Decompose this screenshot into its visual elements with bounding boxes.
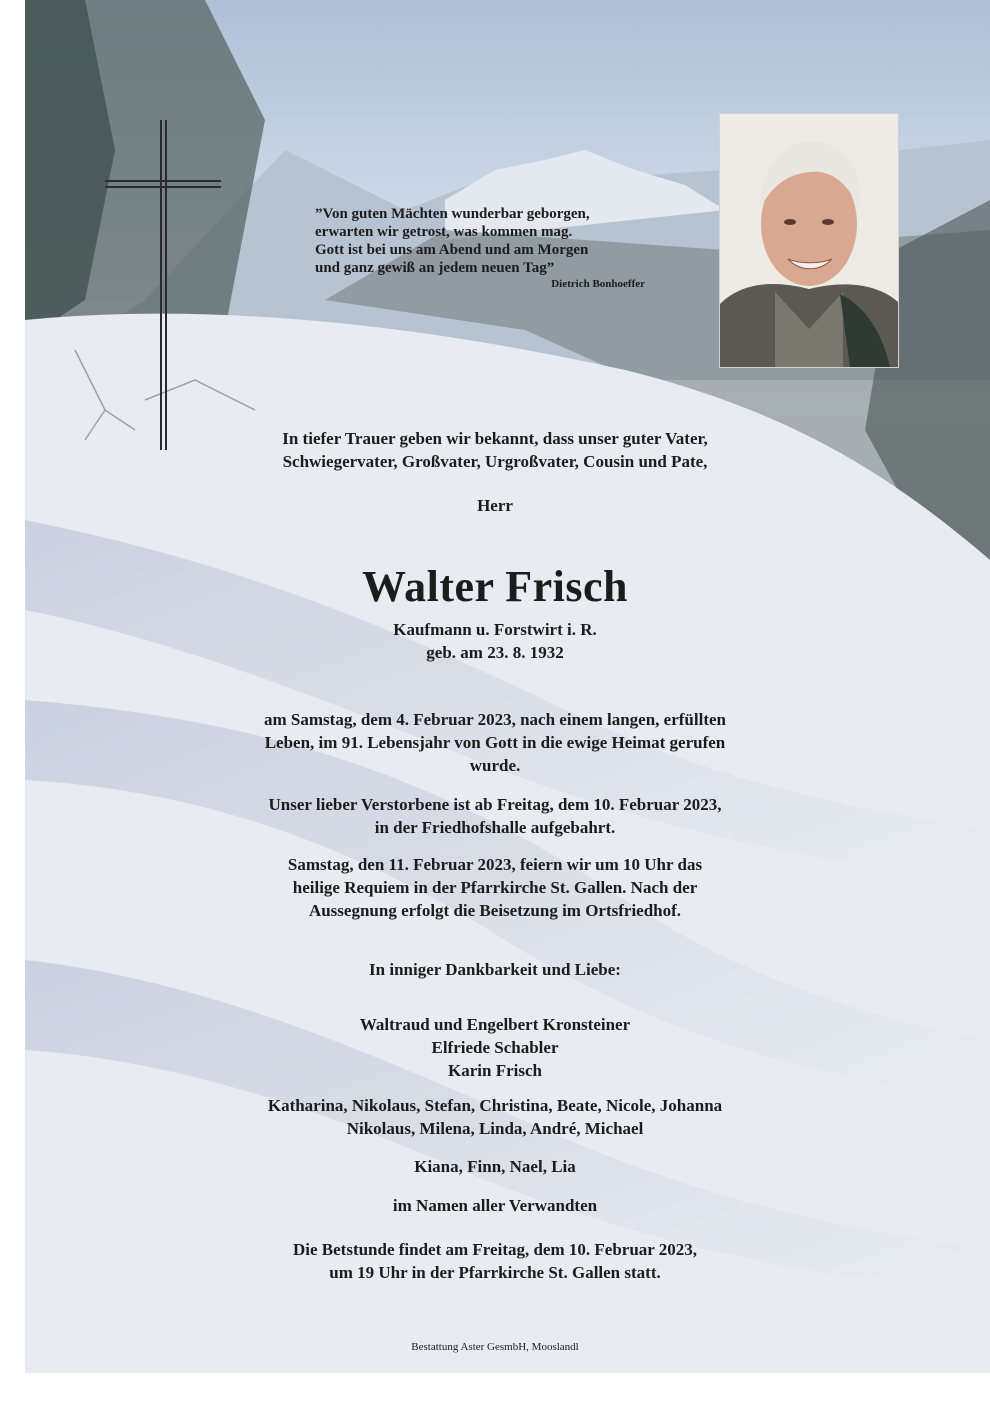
announcement xyxy=(25,427,965,473)
quote-line: Gott ist bei uns am Abend und am Morgen xyxy=(315,242,589,258)
viewing-line: in der Friedhofshalle aufgebahrt. xyxy=(374,818,616,837)
mourner-name: Karin Frisch xyxy=(448,1061,542,1080)
birth-date: geb. am 23. 8. 1932 xyxy=(426,643,564,662)
quote-line: und ganz gewiß an jedem neuen Tag” xyxy=(315,260,555,276)
death-notice xyxy=(25,708,965,777)
quote-author: Dietrich Bonhoeffer xyxy=(551,278,645,290)
prayer-line: Die Betstunde findet am Freitag, dem 10. Februar 2023, xyxy=(292,1240,698,1259)
requiem-notice xyxy=(25,853,965,922)
prayer-notice xyxy=(25,1238,965,1284)
announcement-line: Schwiegervater, Großvater, Urgroßvater, Cousin und Pate, xyxy=(282,452,708,471)
death-line: wurde. xyxy=(469,756,521,775)
prayer-line: um 19 Uhr in der Pfarrkirche St. Gallen statt. xyxy=(329,1263,661,1282)
great-grandchildren-list: Kiana, Finn, Nael, Lia xyxy=(414,1157,576,1176)
bonhoeffer-quote xyxy=(315,205,675,291)
cross-icon xyxy=(105,120,221,450)
mourner-name: Katharina, Nikolaus, Stefan, Christina, Beate, Nicole, Johanna xyxy=(267,1096,723,1115)
portrait-photo xyxy=(719,113,899,368)
announcement-line: In tiefer Trauer geben wir bekannt, dass unser guter Vater, xyxy=(282,429,708,448)
obituary-sheet xyxy=(25,0,990,1373)
mourner-name: Elfriede Schabler xyxy=(431,1038,559,1057)
funeral-home-footer: Bestattung Aster GesmbH, Mooslandl xyxy=(411,1341,579,1353)
deceased-details xyxy=(25,618,965,664)
viewing-notice xyxy=(25,793,965,839)
children-list xyxy=(25,1013,965,1082)
quote-line: erwarten wir getrost, was kommen mag. xyxy=(315,224,573,240)
requiem-line: Samstag, den 11. Februar 2023, feiern wir um 10 Uhr das xyxy=(287,855,703,874)
deceased-name: Walter Frisch xyxy=(362,562,628,611)
death-line: Leben, im 91. Lebensjahr von Gott in die ewige Heimat gerufen xyxy=(264,733,726,752)
viewing-line: Unser lieber Verstorbene ist ab Freitag, dem 10. Februar 2023, xyxy=(268,795,722,814)
deceased-title: Kaufmann u. Forstwirt i. R. xyxy=(393,620,597,639)
quote-line: ”Von guten Mächten wunderbar geborgen, xyxy=(315,206,590,222)
death-line: am Samstag, dem 4. Februar 2023, nach einem langen, erfüllten xyxy=(264,710,726,729)
grandchildren-list xyxy=(25,1094,965,1140)
salutation: Herr xyxy=(477,496,513,515)
requiem-line: Aussegnung erfolgt die Beisetzung im Ortsfriedhof. xyxy=(308,901,682,920)
requiem-line: heilige Requiem in der Pfarrkirche St. Gallen. Nach der xyxy=(292,878,698,897)
gratitude-line: In inniger Dankbarkeit und Liebe: xyxy=(369,960,621,979)
relatives-line: im Namen aller Verwandten xyxy=(392,1196,598,1215)
mourner-name: Nikolaus, Milena, Linda, André, Michael xyxy=(346,1119,644,1138)
mourner-name: Waltraud und Engelbert Kronsteiner xyxy=(359,1015,631,1034)
